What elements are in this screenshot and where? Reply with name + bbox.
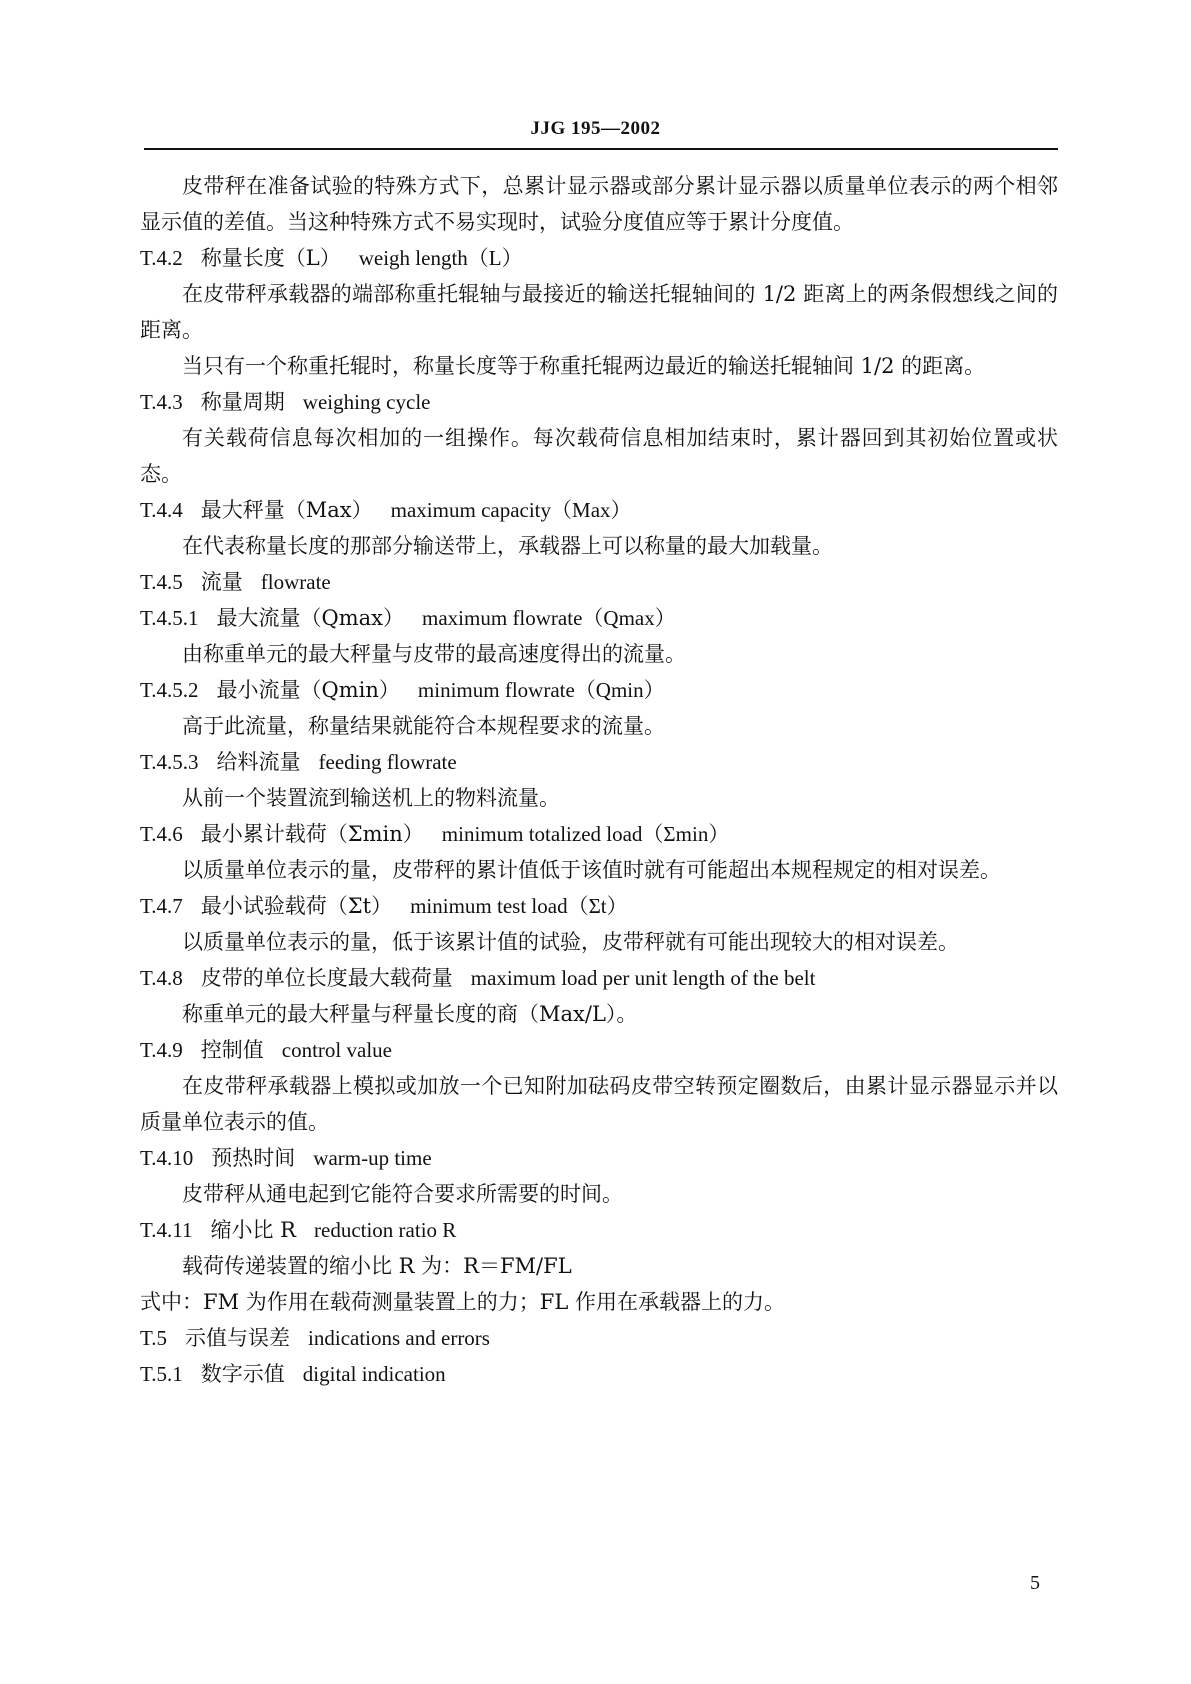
term-english: indications and errors <box>308 1326 490 1350</box>
term-chinese: 缩小比 R <box>210 1218 296 1242</box>
paragraph: 从前一个装置流到输送机上的物料流量。 <box>182 786 560 810</box>
term-number: T.4.5.3 <box>140 750 199 774</box>
term-chinese: 控制值 <box>200 1038 264 1062</box>
term-number: T.4.11 <box>140 1218 193 1242</box>
term-heading <box>140 1212 1058 1248</box>
document-body <box>140 168 1058 1392</box>
term-heading <box>140 564 1058 600</box>
term-chinese: 最大流量（Qmax） <box>216 606 405 630</box>
term-number: T.4.8 <box>140 966 183 990</box>
term-heading <box>140 744 1058 780</box>
document-code-header: JJG 195—2002 <box>530 118 661 139</box>
term-heading <box>140 1032 1058 1068</box>
term-english: feeding flowrate <box>318 750 457 774</box>
term-english: minimum flowrate（Qmin） <box>417 678 665 702</box>
term-number: T.4.5.2 <box>140 678 199 702</box>
paragraph: 高于此流量，称量结果就能符合本规程要求的流量。 <box>182 714 665 738</box>
paragraph: 以质量单位表示的量，皮带秤的累计值低于该值时就有可能超出本规程规定的相对误差。 <box>182 858 1001 882</box>
term-heading <box>140 492 1058 528</box>
term-number: T.4.6 <box>140 822 183 846</box>
paragraph: 在皮带秤承载器上模拟或加放一个已知附加砝码皮带空转预定圈数后，由累计显示器显示并以质量单位表示的值。 <box>140 1074 1058 1134</box>
paragraph: 有关载荷信息每次相加的一组操作。每次载荷信息相加结束时，累计器回到其初始位置或状态。 <box>140 426 1058 486</box>
term-number: T.4.5.1 <box>140 606 199 630</box>
term-chinese: 最小试验载荷（Σt） <box>200 894 393 918</box>
paragraph: 皮带秤从通电起到它能符合要求所需要的时间。 <box>182 1182 623 1206</box>
term-heading <box>140 1140 1058 1176</box>
paragraph: 称重单元的最大秤量与秤量长度的商（Max/L）。 <box>182 1002 638 1026</box>
paragraph: 在皮带秤承载器的端部称重托辊轴与最接近的输送托辊轴间的 1/2 距离上的两条假想线之间的距离。 <box>140 282 1058 342</box>
term-english: digital indication <box>302 1362 446 1386</box>
term-english: flowrate <box>260 570 331 594</box>
term-heading <box>140 1320 1058 1356</box>
term-number: T.4.2 <box>140 246 183 270</box>
formula-note: 式中：FM 为作用在载荷测量装置上的力；FL 作用在承载器上的力。 <box>140 1290 785 1314</box>
term-number: T.4.9 <box>140 1038 183 1062</box>
term-chinese: 流量 <box>200 570 243 594</box>
header-rule <box>144 148 1058 150</box>
term-english: maximum flowrate（Qmax） <box>422 606 676 630</box>
term-chinese: 示值与误差 <box>185 1326 291 1350</box>
term-chinese: 给料流量 <box>216 750 301 774</box>
page-number: 5 <box>1030 1572 1040 1594</box>
term-chinese: 预热时间 <box>211 1146 296 1170</box>
term-heading <box>140 960 1058 996</box>
term-number: T.4.4 <box>140 498 183 522</box>
paragraph: 当只有一个称重托辊时，称量长度等于称重托辊两边最近的输送托辊轴间 1/2 的距离。 <box>182 354 986 378</box>
term-english: weigh length（L） <box>358 246 523 270</box>
paragraph: 由称重单元的最大秤量与皮带的最高速度得出的流量。 <box>182 642 686 666</box>
term-chinese: 皮带的单位长度最大载荷量 <box>200 966 453 990</box>
term-english: warm-up time <box>313 1146 432 1170</box>
term-english: weighing cycle <box>302 390 431 414</box>
term-english: reduction ratio R <box>314 1218 457 1242</box>
term-heading <box>140 816 1058 852</box>
term-chinese: 称量长度（L） <box>200 246 341 270</box>
term-chinese: 最大秤量（Max） <box>200 498 373 522</box>
term-heading <box>140 600 1058 636</box>
term-english: minimum totalized load（Σmin） <box>441 822 730 846</box>
formula-paragraph: 载荷传递装置的缩小比 R 为：R＝FM/FL <box>182 1254 572 1278</box>
term-heading <box>140 888 1058 924</box>
term-number: T.4.3 <box>140 390 183 414</box>
term-heading <box>140 1356 1058 1392</box>
term-heading <box>140 240 1058 276</box>
term-chinese: 称量周期 <box>200 390 285 414</box>
term-chinese: 最小流量（Qmin） <box>216 678 400 702</box>
term-number: T.4.10 <box>140 1146 194 1170</box>
term-chinese: 最小累计载荷（Σmin） <box>200 822 424 846</box>
term-number: T.4.5 <box>140 570 183 594</box>
paragraph: 以质量单位表示的量，低于该累计值的试验，皮带秤就有可能出现较大的相对误差。 <box>182 930 959 954</box>
paragraph: 在代表称量长度的那部分输送带上，承载器上可以称量的最大加载量。 <box>182 534 833 558</box>
term-heading <box>140 672 1058 708</box>
term-english: maximum capacity（Max） <box>390 498 632 522</box>
term-number: T.5 <box>140 1326 168 1350</box>
term-english: maximum load per unit length of the belt <box>470 966 816 990</box>
term-number: T.5.1 <box>140 1362 183 1386</box>
term-number: T.4.7 <box>140 894 183 918</box>
term-english: minimum test load（Σt） <box>410 894 628 918</box>
term-chinese: 数字示值 <box>200 1362 285 1386</box>
paragraph: 皮带秤在准备试验的特殊方式下，总累计显示器或部分累计显示器以质量单位表示的两个相邻显示值的差值。当这种特殊方式不易实现时，试验分度值应等于累计分度值。 <box>140 174 1058 234</box>
term-heading <box>140 384 1058 420</box>
term-english: control value <box>281 1038 392 1062</box>
